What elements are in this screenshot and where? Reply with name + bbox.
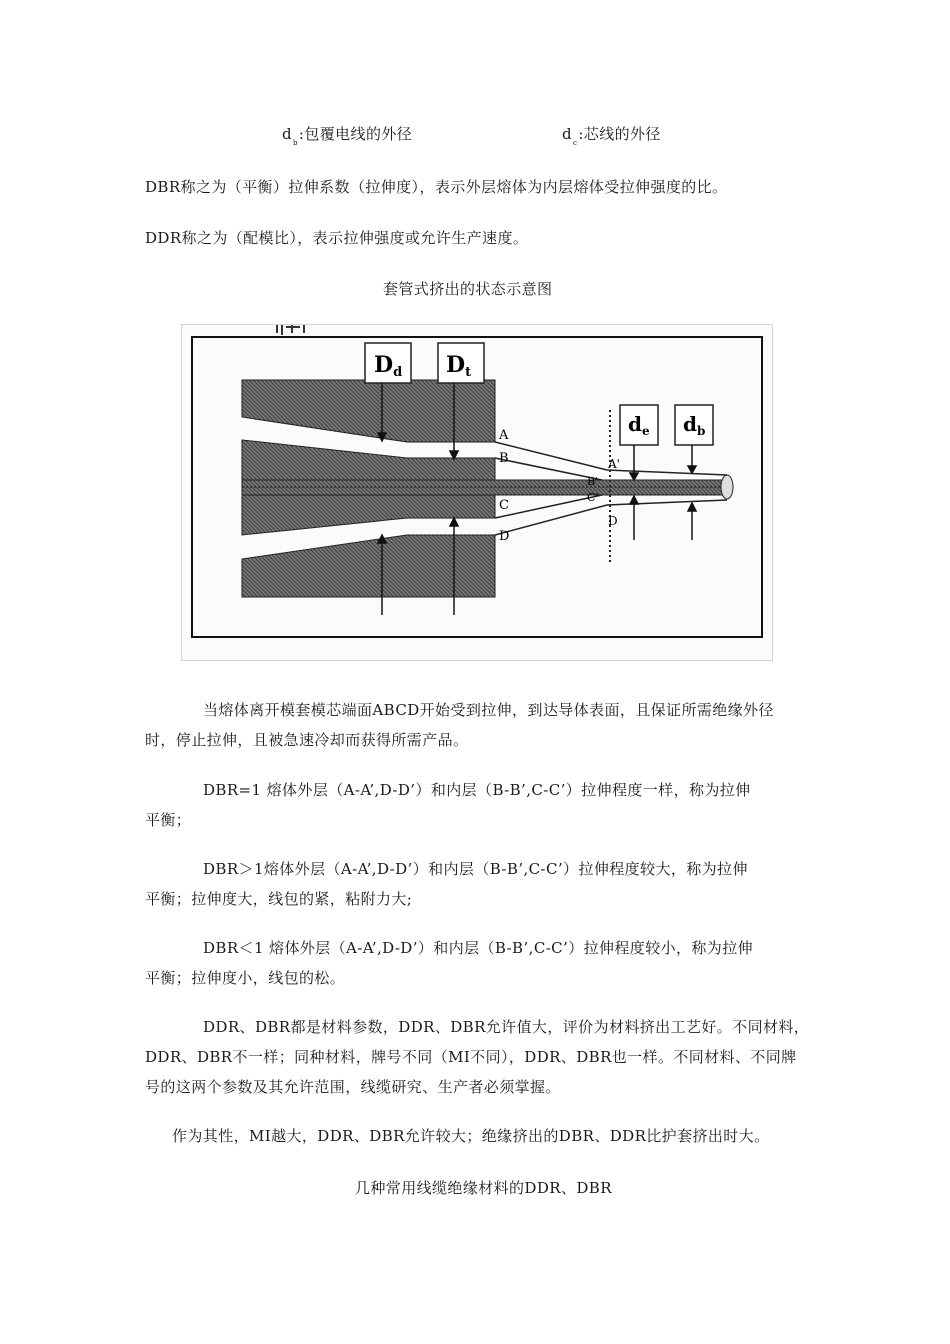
paragraph-3-line-2: 平衡；拉伸度大，线包的紧，粘附力大; [145,890,413,908]
arrow-Dd-head [378,433,386,441]
extrusion-diagram [181,324,773,661]
label-db: $d_b$ [683,412,706,438]
label-dc: $d_e$ [628,412,650,438]
melt-inner-bottom [495,495,602,518]
paragraph-4-line-1: DBR＜1 熔体外层（A-A’,D-D’）和内层（B-B’,C-C’）拉伸程度较小，称为拉伸 [203,939,754,957]
paragraph-5-line-3: 号的这两个参数及其允许范围，线缆研究、生产者必须掌握。 [145,1078,561,1096]
arrow-db-bottom-head [688,503,696,511]
paragraph-dbr: DBR称之为（平衡）拉伸系数（拉伸度），表示外层熔体为内层熔体受拉伸强度的比。 [145,178,728,196]
arrow-dc-head [630,473,638,480]
upper-core-block [242,440,495,480]
dc-subscript: c [573,139,578,147]
lower-die-block [242,535,495,597]
point-C: C [499,498,509,513]
definition-db [282,124,412,153]
db-subscript: b [293,139,298,147]
paragraph-6: 作为其性，MI越大，DDR、DBR允许较大；绝缘挤出的DBR、DDR比护套挤出时大。 [172,1127,770,1145]
paragraph-2-line-1: DBR=1 熔体外层（A-A’,D-D’）和内层（B-B’,C-C’）拉伸程度一样，称为拉伸 [203,781,751,799]
paragraph-2-line-2: 平衡； [145,811,192,829]
arrow-dc-bottom-head [630,496,638,504]
paragraph-3-line-1: DBR＞1熔体外层（A-A’,D-D’）和内层（B-B’,C-C’）拉伸程度较大，称为拉伸 [203,860,748,878]
db-symbol: d [282,125,293,143]
point-A: A [499,428,509,443]
table-caption: 几种常用线缆绝缘材料的DDR、DBR [355,1179,612,1197]
point-D: D [499,529,510,544]
definition-dc [562,124,661,153]
paragraph-5-line-1: DDR、DBR都是材料参数，DDR、DBR允许值大，评价为材料挤出工艺好。不同材料， [203,1018,810,1036]
point-B-prime: B' [587,475,599,488]
label-Dd: Dd [374,352,403,380]
point-D-prime: D [608,514,618,528]
dc-text: :芯线的外径 [578,125,661,143]
paragraph-ddr: DDR称之为（配模比），表示拉伸强度或允许生产速度。 [145,229,529,247]
point-B: B [499,451,509,466]
figure-caption: 套管式挤出的状态示意图 [383,280,553,298]
label-Dt: Dt [446,352,472,380]
upper-die-block [242,380,495,442]
paragraph-1-line-1: 当熔体离开模套模芯端面ABCD开始受到拉伸，到达导体表面，且保证所需绝缘外径 [203,701,774,719]
point-A-prime: A' [608,457,620,471]
arrow-Dt-bottom-head [450,518,458,526]
scan-marks [277,325,304,335]
melt-inner-top [495,458,602,480]
paragraph-5-line-2: DDR、DBR不一样；同种材料，牌号不同（MI不同），DDR、DBR也一样。不同材料、不同牌 [145,1048,797,1066]
db-text: :包覆电线的外径 [298,125,413,143]
extrusion-diagram-svg [182,325,772,660]
lower-core-block [242,495,495,535]
paragraph-4-line-2: 平衡；拉伸度小，线包的松。 [145,969,346,987]
arrow-Dd-bottom-head [378,535,386,543]
point-C-prime: C' [587,491,599,504]
conductor-end [721,475,733,499]
paragraph-1-line-2: 时，停止拉伸，且被急速冷却而获得所需产品。 [145,731,469,749]
dc-symbol: d [562,125,573,143]
arrow-db-head [688,466,696,473]
